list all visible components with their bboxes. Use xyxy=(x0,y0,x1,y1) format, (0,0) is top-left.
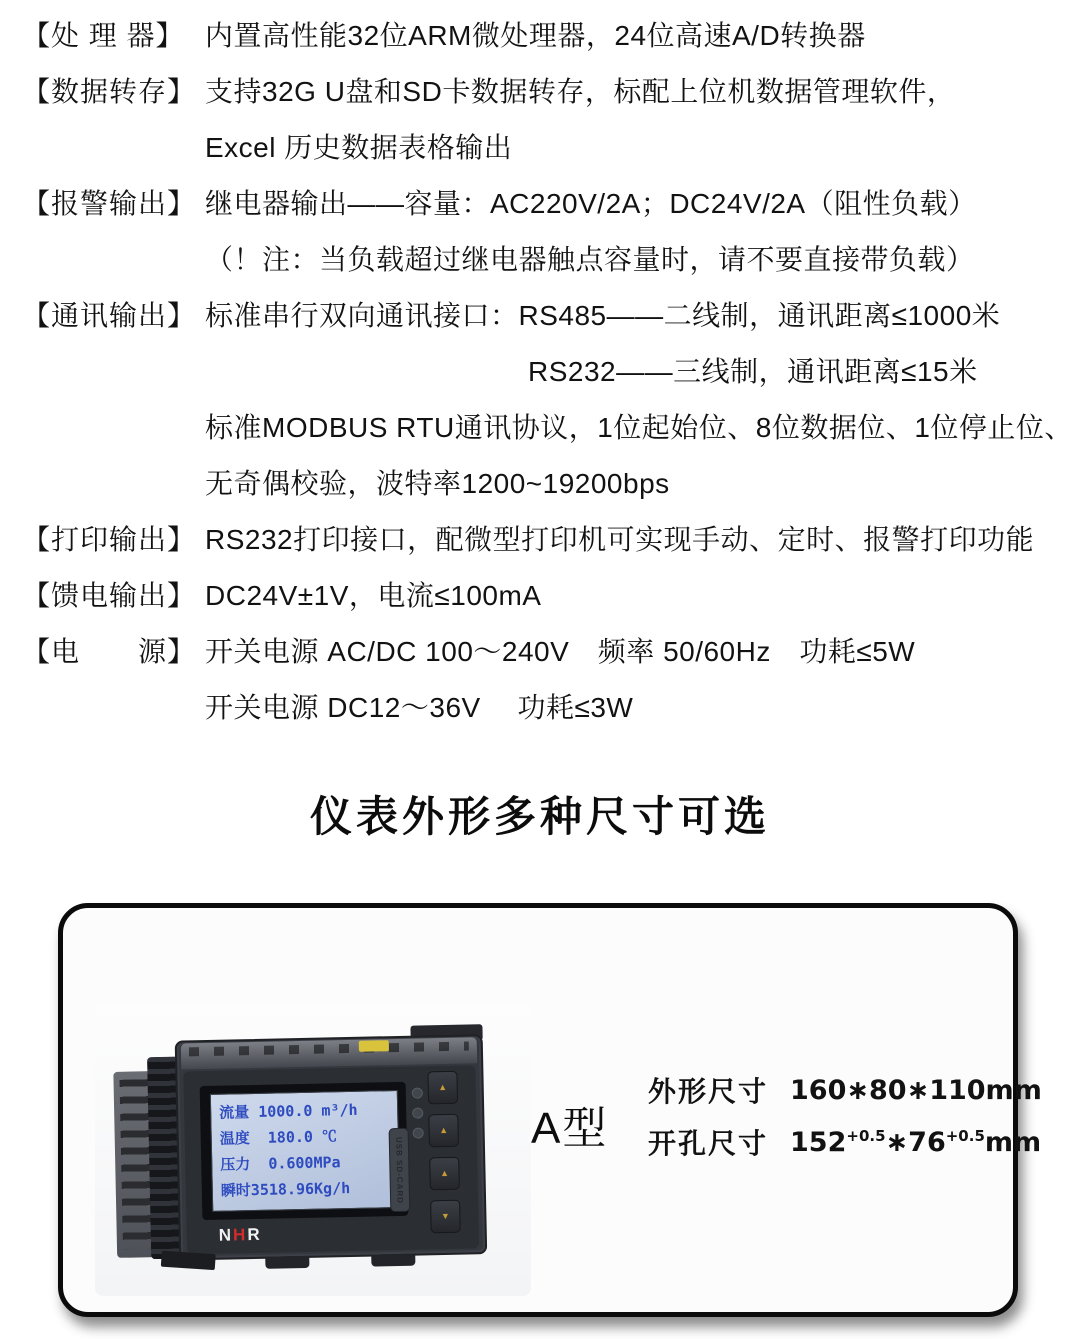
spec-text: 标准MODBUS RTU通讯协议，1位起始位、8位数据位、1位停止位、 xyxy=(205,412,1073,443)
spec-row xyxy=(22,398,1080,454)
usb-sd-slot xyxy=(389,1128,411,1212)
brand-logo xyxy=(219,1225,262,1246)
panel-key xyxy=(427,1071,458,1105)
dimension-row xyxy=(648,1116,1042,1168)
spec-label: 【打印输出】 xyxy=(22,524,197,555)
spec-text: 开关电源 AC/DC 100～240V 频率 50/60Hz 功耗≤5W xyxy=(205,636,916,667)
spec-row xyxy=(22,678,1080,734)
device-label-sticker xyxy=(359,1040,389,1052)
device-bracket-foot xyxy=(161,1251,216,1271)
spec-label: 【数据转存】 xyxy=(22,76,197,107)
up-arrow-icon: ▲ xyxy=(439,1124,449,1136)
down-arrow-icon: ▼ xyxy=(440,1210,450,1222)
spec-row xyxy=(22,342,1080,398)
dimension-text: 160∗80∗110mm xyxy=(790,1074,1042,1106)
spec-row xyxy=(22,622,1080,678)
dimension-label: 开孔尺寸 xyxy=(648,1128,769,1159)
model-label: A型 xyxy=(531,1104,609,1153)
up-arrow-icon: ▲ xyxy=(439,1167,450,1179)
spec-text: 标准串行双向通讯接口：RS485——二线制，通讯距离≤1000米 xyxy=(205,300,1001,331)
lcd-row: 压力 0.600MPa xyxy=(220,1153,341,1174)
spec-row xyxy=(22,230,1080,286)
dimension-row xyxy=(648,1064,1042,1116)
device-foot xyxy=(265,1256,309,1269)
spec-label: 【处 理 器】 xyxy=(22,20,185,51)
spec-text: 内置高性能32位ARM微处理器，24位高速A/D转换器 xyxy=(205,20,866,51)
tolerance-superscript: +0.5 xyxy=(945,1126,985,1145)
lcd-row: 流量 1000.0 m³/h xyxy=(219,1100,358,1122)
dimension-text: mm xyxy=(984,1126,1042,1158)
spec-text: （！注：当负载超过继电器触点容量时，请不要直接带负载） xyxy=(205,244,975,275)
spec-label: 【电 源】 xyxy=(22,636,197,667)
panel-key xyxy=(428,1114,459,1148)
dimension-value xyxy=(790,1075,1042,1106)
spec-text: RS232打印接口，配微型打印机可实现手动、定时、报警打印功能 xyxy=(205,524,1035,555)
spec-text: Excel 历史数据表格输出 xyxy=(205,132,513,163)
dimension-list xyxy=(648,1064,1042,1168)
spec-row xyxy=(22,118,1080,174)
spec-text: DC24V±1V，电流≤100mA xyxy=(205,580,542,611)
panel-key xyxy=(429,1157,460,1191)
spec-row xyxy=(22,174,1080,230)
product-panel xyxy=(58,903,1042,1317)
round-button xyxy=(412,1107,423,1118)
dimension-text: 152 xyxy=(790,1126,847,1158)
up-arrow-icon: ▲ xyxy=(438,1081,448,1093)
spec-row xyxy=(22,510,1080,566)
device-key-column xyxy=(427,1071,465,1244)
brand-letter: R xyxy=(247,1224,262,1245)
spec-text: 继电器输出——容量：AC220V/2A；DC24V/2A（阻性负载） xyxy=(205,188,977,219)
device-foot xyxy=(371,1254,415,1267)
spec-text: 开关电源 DC12～36V 功耗≤3W xyxy=(205,692,634,723)
lcd-row: 温度 180.0 ℃ xyxy=(219,1127,338,1148)
spec-label: 【通讯输出】 xyxy=(22,300,197,331)
spec-row xyxy=(22,62,1080,118)
spec-label: 【报警输出】 xyxy=(22,188,197,219)
spec-row xyxy=(22,286,1080,342)
device-lcd-screen xyxy=(210,1090,400,1212)
panel-key xyxy=(430,1200,461,1234)
brand-letter: H xyxy=(232,1225,248,1245)
section-title: 仪表外形多种尺寸可选 xyxy=(309,793,770,840)
spec-row xyxy=(22,454,1080,510)
brand-letter: N xyxy=(218,1225,234,1245)
spec-label: 【馈电输出】 xyxy=(22,580,197,611)
tolerance-superscript: +0.5 xyxy=(846,1126,886,1145)
spec-text: 无奇偶校验，波特率1200~19200bps xyxy=(205,468,670,499)
device-indicator-buttons xyxy=(412,1087,424,1147)
spec-text: RS232——三线制，通讯距离≤15米 xyxy=(528,356,978,387)
round-button xyxy=(412,1087,423,1098)
dimension-label: 外形尺寸 xyxy=(648,1076,769,1107)
lcd-row: 瞬时3518.96Kg/h xyxy=(220,1179,351,1200)
spec-row xyxy=(22,566,1080,622)
spec-row xyxy=(22,6,1080,62)
device-image xyxy=(110,1024,493,1276)
usb-slot-label: USB SD-CARD xyxy=(394,1136,405,1204)
device-top-vents xyxy=(189,1041,469,1056)
dimension-value xyxy=(790,1127,1041,1158)
round-button xyxy=(413,1127,424,1138)
dimension-text: ∗76 xyxy=(885,1126,946,1158)
spec-text: 支持32G U盘和SD卡数据转存，标配上位机数据管理软件， xyxy=(205,76,956,107)
